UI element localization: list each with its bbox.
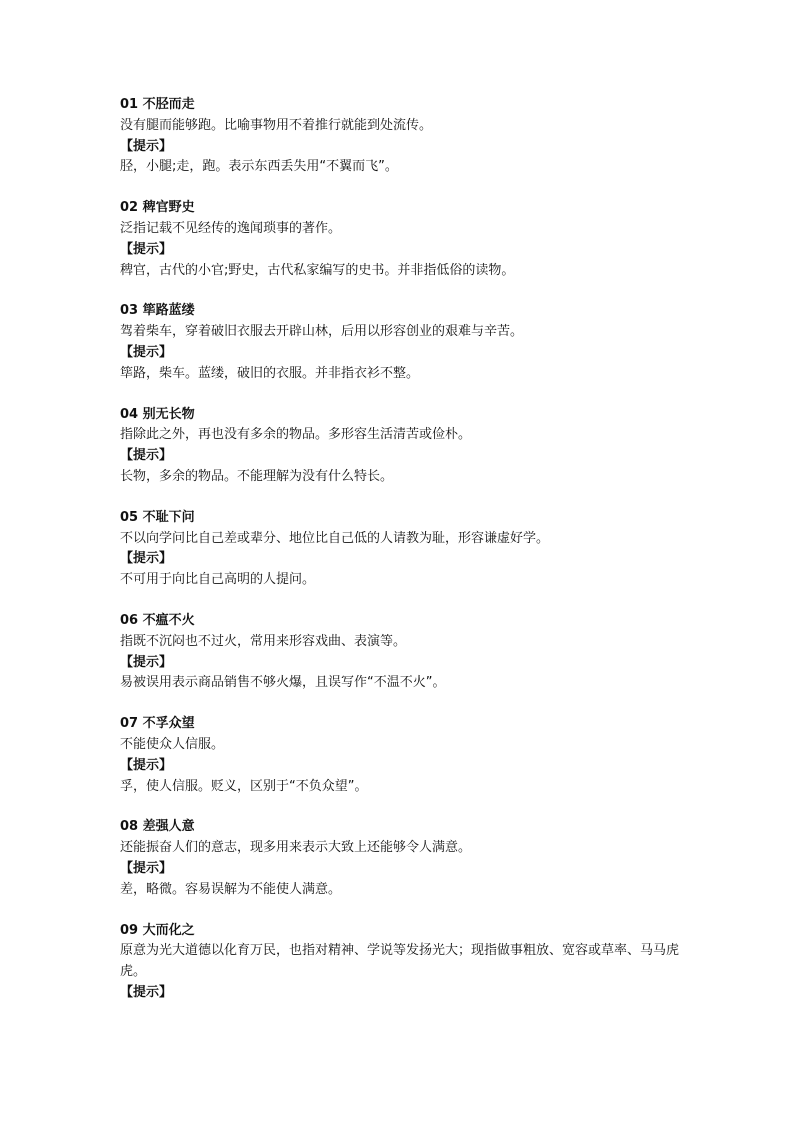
idiom-title: 07 不孚众望: [120, 716, 195, 732]
idiom-entry-04: [120, 405, 690, 488]
idiom-definition: 不能使众人信服。: [120, 736, 225, 752]
hint-text: 易被误用表示商品销售不够火爆，且误写作“不温不火”。: [120, 675, 446, 691]
hint-text: 筚路，柴车。蓝缕，破旧的衣服。并非指衣衫不整。: [120, 365, 420, 381]
hint-label: 【提示】: [120, 241, 173, 257]
idiom-title: 03 筚路蓝缕: [120, 303, 195, 319]
idiom-title: 05 不耻下问: [120, 509, 195, 525]
hint-text: 胫，小腿;走，跑。表示东西丢失用“不翼而飞”。: [120, 159, 398, 175]
idiom-entry-01: [120, 95, 690, 178]
idiom-entry-08: [120, 817, 690, 900]
idiom-definition: 指既不沉闷也不过火，常用来形容戏曲、表演等。: [120, 633, 407, 649]
idiom-title: 04 别无长物: [120, 406, 195, 422]
idiom-entry-05: [120, 508, 690, 591]
idiom-definition: 泛指记载不见经传的逸闻琐事的著作。: [120, 220, 342, 236]
hint-text: 孚，使人信服。贬义，区别于“不负众望”。: [120, 778, 368, 794]
idiom-title: 08 差强人意: [120, 819, 195, 835]
idiom-definition: 没有腿而能够跑。比喻事物用不着推行就能到处流传。: [120, 117, 433, 133]
idiom-entry-09: [120, 921, 690, 1004]
hint-label: 【提示】: [120, 448, 173, 464]
hint-label: 【提示】: [120, 984, 173, 1000]
idiom-entry-06: [120, 611, 690, 694]
hint-label: 【提示】: [120, 551, 173, 567]
idiom-definition: 原意为光大道德以化育万民，也指对精神、学说等发扬光大；现指做事粗放、宽容或草率、马马虎虎。: [120, 943, 680, 980]
hint-text: 长物，多余的物品。不能理解为没有什么特长。: [120, 468, 394, 484]
hint-text: 稗官，古代的小官;野史，古代私家编写的史书。并非指低俗的读物。: [120, 262, 515, 278]
hint-label: 【提示】: [120, 138, 173, 154]
document-page: [120, 95, 690, 1024]
hint-label: 【提示】: [120, 654, 173, 670]
idiom-definition: 驾着柴车，穿着破旧衣服去开辟山林，后用以形容创业的艰难与辛苦。: [120, 324, 524, 340]
idiom-entry-03: [120, 301, 690, 384]
idiom-title: 09 大而化之: [120, 922, 195, 938]
hint-label: 【提示】: [120, 757, 173, 773]
idiom-title: 06 不瘟不火: [120, 612, 195, 628]
idiom-entry-07: [120, 714, 690, 797]
hint-text: 差，略微。容易误解为不能使人满意。: [120, 881, 342, 897]
hint-text: 不可用于向比自己高明的人提问。: [120, 572, 316, 588]
idiom-definition: 还能振奋人们的意志，现多用来表示大致上还能够令人满意。: [120, 840, 472, 856]
idiom-entry-02: [120, 198, 690, 281]
idiom-definition: 指除此之外，再也没有多余的物品。多形容生活清苦或俭朴。: [120, 427, 472, 443]
idiom-definition: 不以向学问比自己差或辈分、地位比自己低的人请教为耻，形容谦虚好学。: [120, 530, 550, 546]
hint-label: 【提示】: [120, 344, 173, 360]
idiom-title: 02 稗官野史: [120, 200, 195, 216]
idiom-title: 01 不胫而走: [120, 97, 195, 112]
hint-label: 【提示】: [120, 860, 173, 876]
